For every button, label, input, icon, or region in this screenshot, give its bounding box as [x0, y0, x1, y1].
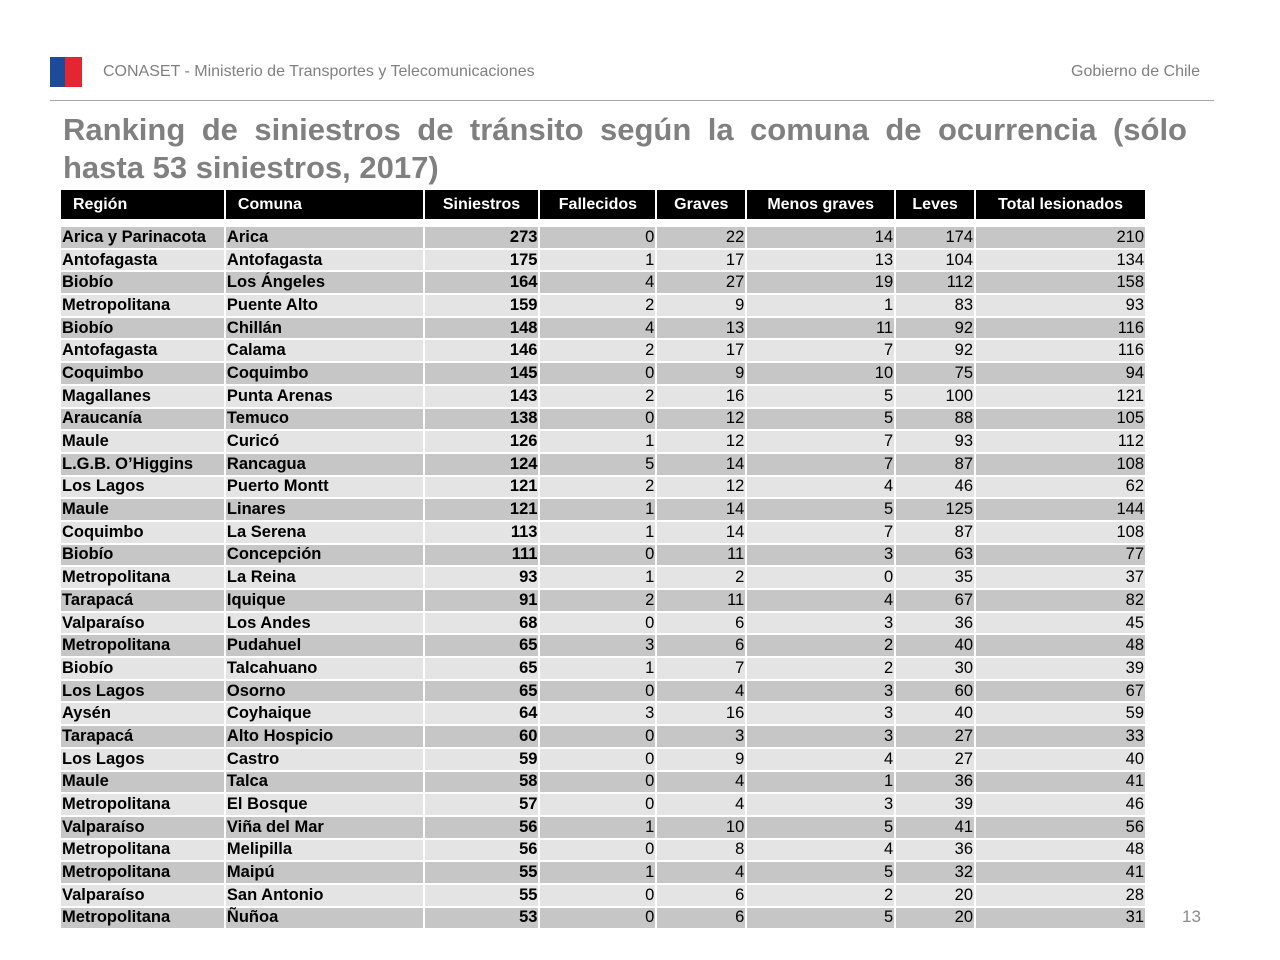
cell-region: Coquimbo [61, 363, 224, 384]
cell-graves: 27 [657, 272, 745, 293]
cell-menos-graves: 1 [747, 772, 894, 793]
cell-siniestros: 113 [425, 522, 539, 543]
cell-region: Biobío [61, 272, 224, 293]
cell-leves: 40 [896, 703, 974, 724]
cell-leves: 87 [896, 454, 974, 475]
cell-region: Maule [61, 431, 224, 452]
table-row [61, 250, 1145, 271]
cell-graves: 12 [657, 431, 745, 452]
cell-menos-graves: 7 [747, 431, 894, 452]
cell-graves: 10 [657, 817, 745, 838]
table-row [61, 840, 1145, 861]
cell-fallecidos: 2 [540, 340, 655, 361]
cell-region: Valparaíso [61, 613, 224, 634]
cell-comuna: Talcahuano [226, 658, 423, 679]
cell-siniestros: 126 [425, 431, 539, 452]
cell-menos-graves: 7 [747, 340, 894, 361]
ranking-table [59, 188, 1147, 930]
cell-menos-graves: 2 [747, 885, 894, 906]
table-row [61, 794, 1145, 815]
header-graves: Graves [657, 190, 745, 219]
cell-comuna: Calama [226, 340, 423, 361]
cell-graves: 17 [657, 250, 745, 271]
cell-menos-graves: 5 [747, 862, 894, 883]
table-row [61, 409, 1145, 430]
cell-graves: 12 [657, 477, 745, 498]
cell-region: Aysén [61, 703, 224, 724]
cell-graves: 14 [657, 454, 745, 475]
cell-fallecidos: 5 [540, 454, 655, 475]
cell-total-lesionados: 108 [976, 522, 1145, 543]
cell-fallecidos: 0 [540, 885, 655, 906]
cell-graves: 14 [657, 522, 745, 543]
header-total-lesionados: Total lesionados [976, 190, 1145, 219]
cell-total-lesionados: 39 [976, 658, 1145, 679]
cell-total-lesionados: 108 [976, 454, 1145, 475]
table-row [61, 386, 1145, 407]
header-fallecidos: Fallecidos [540, 190, 655, 219]
cell-total-lesionados: 40 [976, 749, 1145, 770]
cell-siniestros: 68 [425, 613, 539, 634]
cell-region: Araucanía [61, 409, 224, 430]
cell-siniestros: 59 [425, 749, 539, 770]
cell-graves: 7 [657, 658, 745, 679]
cell-comuna: Pudahuel [226, 635, 423, 656]
cell-total-lesionados: 41 [976, 772, 1145, 793]
cell-comuna: Talca [226, 772, 423, 793]
cell-fallecidos: 0 [540, 409, 655, 430]
cell-fallecidos: 2 [540, 386, 655, 407]
cell-region: Los Lagos [61, 681, 224, 702]
header-government: Gobierno de Chile [1071, 63, 1200, 80]
cell-siniestros: 55 [425, 885, 539, 906]
cell-leves: 30 [896, 658, 974, 679]
cell-siniestros: 55 [425, 862, 539, 883]
cell-region: Maule [61, 772, 224, 793]
cell-graves: 6 [657, 635, 745, 656]
cell-comuna: Castro [226, 749, 423, 770]
cell-leves: 36 [896, 840, 974, 861]
cell-comuna: Maipú [226, 862, 423, 883]
cell-menos-graves: 5 [747, 817, 894, 838]
cell-menos-graves: 2 [747, 635, 894, 656]
cell-siniestros: 273 [425, 227, 539, 248]
cell-graves: 17 [657, 340, 745, 361]
cell-graves: 2 [657, 567, 745, 588]
cell-comuna: Chillán [226, 318, 423, 339]
cell-siniestros: 56 [425, 840, 539, 861]
cell-region: Antofagasta [61, 340, 224, 361]
table-row [61, 908, 1145, 929]
table-row [61, 477, 1145, 498]
table-row [61, 703, 1145, 724]
table-row [61, 772, 1145, 793]
header-divider [50, 100, 1214, 101]
cell-graves: 9 [657, 749, 745, 770]
cell-menos-graves: 7 [747, 454, 894, 475]
table-row [61, 817, 1145, 838]
cell-siniestros: 93 [425, 567, 539, 588]
cell-total-lesionados: 48 [976, 840, 1145, 861]
cell-leves: 174 [896, 227, 974, 248]
header-region: Región [61, 190, 224, 219]
cell-menos-graves: 13 [747, 250, 894, 271]
cell-siniestros: 143 [425, 386, 539, 407]
cell-region: Biobío [61, 658, 224, 679]
cell-comuna: Alto Hospicio [226, 726, 423, 747]
cell-siniestros: 145 [425, 363, 539, 384]
cell-siniestros: 175 [425, 250, 539, 271]
cell-siniestros: 121 [425, 499, 539, 520]
cell-menos-graves: 7 [747, 522, 894, 543]
cell-fallecidos: 2 [540, 590, 655, 611]
cell-siniestros: 159 [425, 295, 539, 316]
cell-graves: 3 [657, 726, 745, 747]
cell-menos-graves: 11 [747, 318, 894, 339]
cell-graves: 4 [657, 681, 745, 702]
cell-comuna: Los Andes [226, 613, 423, 634]
cell-siniestros: 148 [425, 318, 539, 339]
cell-comuna: Rancagua [226, 454, 423, 475]
cell-siniestros: 53 [425, 908, 539, 929]
cell-total-lesionados: 41 [976, 862, 1145, 883]
cell-siniestros: 60 [425, 726, 539, 747]
cell-comuna: Linares [226, 499, 423, 520]
cell-siniestros: 57 [425, 794, 539, 815]
page-title: Ranking de siniestros de tránsito según la comuna de ocurrencia (sólo hasta 53 siniestros, 2017) [63, 112, 1187, 185]
cell-leves: 93 [896, 431, 974, 452]
cell-comuna: Ñuñoa [226, 908, 423, 929]
table-row [61, 499, 1145, 520]
cell-menos-graves: 10 [747, 363, 894, 384]
cell-fallecidos: 2 [540, 477, 655, 498]
cell-leves: 32 [896, 862, 974, 883]
cell-menos-graves: 14 [747, 227, 894, 248]
cell-total-lesionados: 45 [976, 613, 1145, 634]
cell-total-lesionados: 67 [976, 681, 1145, 702]
cell-menos-graves: 3 [747, 726, 894, 747]
cell-menos-graves: 2 [747, 658, 894, 679]
cell-fallecidos: 2 [540, 295, 655, 316]
cell-region: Metropolitana [61, 794, 224, 815]
cell-siniestros: 65 [425, 635, 539, 656]
header-siniestros: Siniestros [425, 190, 539, 219]
cell-siniestros: 121 [425, 477, 539, 498]
table-row [61, 340, 1145, 361]
cell-menos-graves: 3 [747, 613, 894, 634]
cell-graves: 4 [657, 772, 745, 793]
cell-leves: 88 [896, 409, 974, 430]
cell-leves: 27 [896, 749, 974, 770]
cell-total-lesionados: 93 [976, 295, 1145, 316]
cell-leves: 39 [896, 794, 974, 815]
cell-region: Los Lagos [61, 477, 224, 498]
cell-total-lesionados: 33 [976, 726, 1145, 747]
cell-comuna: Antofagasta [226, 250, 423, 271]
cell-region: Maule [61, 499, 224, 520]
cell-comuna: Los Ángeles [226, 272, 423, 293]
cell-graves: 6 [657, 613, 745, 634]
cell-graves: 9 [657, 295, 745, 316]
table-row [61, 545, 1145, 566]
cell-siniestros: 65 [425, 681, 539, 702]
cell-total-lesionados: 116 [976, 318, 1145, 339]
cell-siniestros: 146 [425, 340, 539, 361]
cell-comuna: Curicó [226, 431, 423, 452]
cell-fallecidos: 4 [540, 318, 655, 339]
cell-total-lesionados: 37 [976, 567, 1145, 588]
cell-menos-graves: 5 [747, 499, 894, 520]
cell-graves: 22 [657, 227, 745, 248]
cell-region: Arica y Parinacota [61, 227, 224, 248]
cell-siniestros: 56 [425, 817, 539, 838]
cell-graves: 9 [657, 363, 745, 384]
cell-leves: 112 [896, 272, 974, 293]
cell-comuna: Temuco [226, 409, 423, 430]
table-row [61, 885, 1145, 906]
cell-region: Los Lagos [61, 749, 224, 770]
cell-leves: 20 [896, 908, 974, 929]
cell-fallecidos: 0 [540, 363, 655, 384]
cell-fallecidos: 0 [540, 749, 655, 770]
logo-blue-block [50, 57, 65, 87]
cell-comuna: Viña del Mar [226, 817, 423, 838]
cell-leves: 67 [896, 590, 974, 611]
table-row [61, 590, 1145, 611]
cell-region: Valparaíso [61, 817, 224, 838]
cell-total-lesionados: 77 [976, 545, 1145, 566]
cell-siniestros: 164 [425, 272, 539, 293]
cell-leves: 87 [896, 522, 974, 543]
cell-menos-graves: 3 [747, 545, 894, 566]
cell-fallecidos: 0 [540, 726, 655, 747]
cell-region: L.G.B. O’Higgins [61, 454, 224, 475]
cell-total-lesionados: 62 [976, 477, 1145, 498]
table-body [61, 221, 1145, 928]
page-number: 13 [1182, 907, 1201, 926]
cell-fallecidos: 0 [540, 794, 655, 815]
cell-total-lesionados: 134 [976, 250, 1145, 271]
chile-flag-logo [50, 57, 82, 87]
table-row [61, 522, 1145, 543]
cell-menos-graves: 3 [747, 794, 894, 815]
table-header-row [61, 190, 1145, 219]
cell-siniestros: 111 [425, 545, 539, 566]
table-row [61, 431, 1145, 452]
cell-menos-graves: 5 [747, 386, 894, 407]
cell-comuna: La Reina [226, 567, 423, 588]
cell-graves: 4 [657, 794, 745, 815]
cell-leves: 60 [896, 681, 974, 702]
cell-fallecidos: 1 [540, 658, 655, 679]
cell-fallecidos: 1 [540, 431, 655, 452]
cell-total-lesionados: 210 [976, 227, 1145, 248]
cell-total-lesionados: 116 [976, 340, 1145, 361]
cell-fallecidos: 0 [540, 908, 655, 929]
cell-comuna: El Bosque [226, 794, 423, 815]
cell-menos-graves: 3 [747, 703, 894, 724]
header-menos-graves: Menos graves [747, 190, 894, 219]
cell-fallecidos: 1 [540, 567, 655, 588]
table-row [61, 295, 1145, 316]
cell-comuna: Melipilla [226, 840, 423, 861]
cell-fallecidos: 0 [540, 772, 655, 793]
cell-graves: 16 [657, 703, 745, 724]
cell-total-lesionados: 31 [976, 908, 1145, 929]
cell-region: Metropolitana [61, 908, 224, 929]
cell-region: Tarapacá [61, 590, 224, 611]
cell-region: Antofagasta [61, 250, 224, 271]
cell-menos-graves: 5 [747, 409, 894, 430]
table-row [61, 318, 1145, 339]
cell-leves: 35 [896, 567, 974, 588]
cell-region: Metropolitana [61, 635, 224, 656]
cell-region: Biobío [61, 318, 224, 339]
cell-total-lesionados: 82 [976, 590, 1145, 611]
cell-total-lesionados: 105 [976, 409, 1145, 430]
cell-comuna: Coyhaique [226, 703, 423, 724]
cell-leves: 83 [896, 295, 974, 316]
cell-graves: 13 [657, 318, 745, 339]
cell-leves: 92 [896, 318, 974, 339]
cell-comuna: Concepción [226, 545, 423, 566]
cell-siniestros: 138 [425, 409, 539, 430]
table-row [61, 635, 1145, 656]
cell-graves: 8 [657, 840, 745, 861]
cell-comuna: Arica [226, 227, 423, 248]
cell-leves: 92 [896, 340, 974, 361]
cell-graves: 6 [657, 885, 745, 906]
cell-leves: 104 [896, 250, 974, 271]
cell-region: Metropolitana [61, 840, 224, 861]
cell-leves: 36 [896, 772, 974, 793]
table-row [61, 454, 1145, 475]
cell-graves: 16 [657, 386, 745, 407]
cell-menos-graves: 5 [747, 908, 894, 929]
cell-siniestros: 91 [425, 590, 539, 611]
cell-graves: 11 [657, 545, 745, 566]
header-comuna: Comuna [226, 190, 423, 219]
cell-comuna: Punta Arenas [226, 386, 423, 407]
cell-total-lesionados: 94 [976, 363, 1145, 384]
cell-comuna: San Antonio [226, 885, 423, 906]
cell-total-lesionados: 28 [976, 885, 1145, 906]
cell-leves: 20 [896, 885, 974, 906]
cell-region: Metropolitana [61, 295, 224, 316]
table-row [61, 862, 1145, 883]
cell-menos-graves: 4 [747, 840, 894, 861]
cell-fallecidos: 1 [540, 817, 655, 838]
cell-fallecidos: 1 [540, 250, 655, 271]
cell-fallecidos: 1 [540, 522, 655, 543]
logo-red-block [65, 57, 82, 87]
table-row [61, 613, 1145, 634]
table-row [61, 567, 1145, 588]
cell-siniestros: 124 [425, 454, 539, 475]
cell-leves: 27 [896, 726, 974, 747]
cell-comuna: Osorno [226, 681, 423, 702]
cell-graves: 12 [657, 409, 745, 430]
cell-fallecidos: 0 [540, 681, 655, 702]
cell-siniestros: 65 [425, 658, 539, 679]
cell-comuna: Coquimbo [226, 363, 423, 384]
cell-leves: 100 [896, 386, 974, 407]
cell-leves: 125 [896, 499, 974, 520]
cell-total-lesionados: 144 [976, 499, 1145, 520]
cell-graves: 6 [657, 908, 745, 929]
cell-fallecidos: 4 [540, 272, 655, 293]
cell-menos-graves: 3 [747, 681, 894, 702]
cell-leves: 75 [896, 363, 974, 384]
cell-region: Metropolitana [61, 862, 224, 883]
cell-comuna: La Serena [226, 522, 423, 543]
cell-menos-graves: 1 [747, 295, 894, 316]
table-row [61, 272, 1145, 293]
cell-leves: 36 [896, 613, 974, 634]
header-org-name: CONASET - Ministerio de Transportes y Telecomunicaciones [103, 63, 535, 80]
cell-fallecidos: 3 [540, 635, 655, 656]
table-row [61, 681, 1145, 702]
cell-leves: 41 [896, 817, 974, 838]
table-row [61, 726, 1145, 747]
cell-comuna: Puerto Montt [226, 477, 423, 498]
cell-fallecidos: 0 [540, 613, 655, 634]
cell-total-lesionados: 59 [976, 703, 1145, 724]
cell-siniestros: 64 [425, 703, 539, 724]
cell-fallecidos: 0 [540, 227, 655, 248]
cell-total-lesionados: 112 [976, 431, 1145, 452]
cell-region: Coquimbo [61, 522, 224, 543]
cell-comuna: Iquique [226, 590, 423, 611]
cell-comuna: Puente Alto [226, 295, 423, 316]
cell-leves: 46 [896, 477, 974, 498]
cell-graves: 14 [657, 499, 745, 520]
cell-region: Valparaíso [61, 885, 224, 906]
table-row [61, 749, 1145, 770]
cell-total-lesionados: 158 [976, 272, 1145, 293]
cell-siniestros: 58 [425, 772, 539, 793]
cell-menos-graves: 19 [747, 272, 894, 293]
cell-fallecidos: 0 [540, 545, 655, 566]
cell-fallecidos: 3 [540, 703, 655, 724]
cell-menos-graves: 4 [747, 590, 894, 611]
cell-leves: 40 [896, 635, 974, 656]
cell-total-lesionados: 48 [976, 635, 1145, 656]
cell-menos-graves: 0 [747, 567, 894, 588]
table-row [61, 658, 1145, 679]
cell-menos-graves: 4 [747, 477, 894, 498]
cell-graves: 4 [657, 862, 745, 883]
cell-total-lesionados: 56 [976, 817, 1145, 838]
cell-total-lesionados: 121 [976, 386, 1145, 407]
cell-region: Biobío [61, 545, 224, 566]
cell-region: Metropolitana [61, 567, 224, 588]
cell-total-lesionados: 46 [976, 794, 1145, 815]
cell-leves: 63 [896, 545, 974, 566]
cell-fallecidos: 1 [540, 862, 655, 883]
cell-menos-graves: 4 [747, 749, 894, 770]
cell-graves: 11 [657, 590, 745, 611]
cell-region: Magallanes [61, 386, 224, 407]
table-row [61, 363, 1145, 384]
table-row [61, 227, 1145, 248]
cell-fallecidos: 0 [540, 840, 655, 861]
header-leves: Leves [896, 190, 974, 219]
cell-fallecidos: 1 [540, 499, 655, 520]
cell-region: Tarapacá [61, 726, 224, 747]
